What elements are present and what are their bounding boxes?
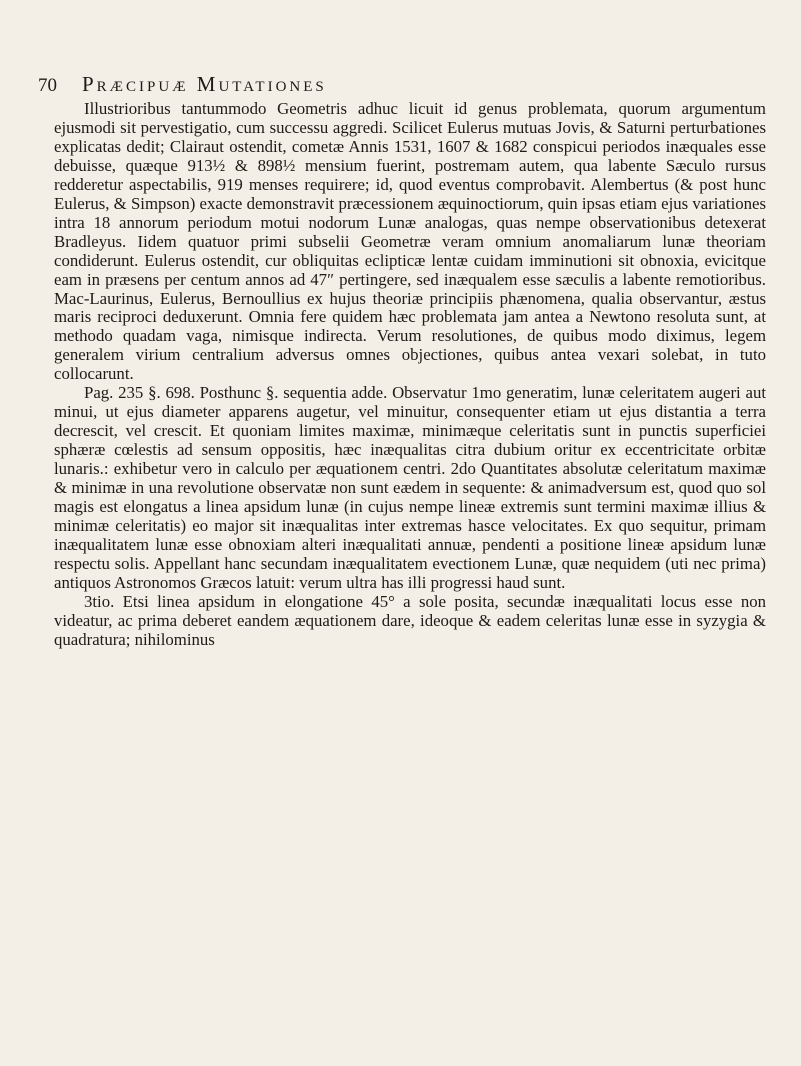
page-number: 70 <box>38 75 57 96</box>
paragraph-3: 3tio. Etsi linea apsidum in elongatione 45° a sole posita, secundæ inæqualitati locus esse non videatur, ac prima deberet eandem æquationem dare, ideoque & eadem celeritas lunæ esse in syzygia & quadratura; nihilominus <box>54 591 766 649</box>
page-header <box>38 72 578 97</box>
running-title: Præcipuæ Mutationes <box>82 72 327 96</box>
paragraph-2: Pag. 235 §. 698. Posthunc §. sequentia adde. Observatur 1mo generatim, lunæ celeritatem augeri aut minui, ut ejus diameter apparens augetur, vel minuitur, consequenter etiam ut ejus distantia a terra decrescit, vel crescit. Et quoniam limites maximæ, minimæque celeritatis sunt in punctis superficiei sphæræ cœlestis ad sensum oppositis, hæc inæqualitas citra dubium oritur ex eccentricitate orbitæ lunaris.: exhibetur vero in calculo per æquationem centri. 2do Quantitates absolutæ celeritatum maximæ & minimæ in una revolutione observatæ non sunt eædem in sequente: & animadversum est, quod quo sol magis est elongatus a linea apsidum lunæ (in cujus nempe lineæ extremis sunt termini maximæ illius & minimæ celeritatis) eo major sit inæqualitas inter extremas hasce velocitates. Ex quo sequitur, primam inæqualitatem lunæ esse obnoxiam alteri inæqualitati annuæ, pendenti a positione lineæ apsidum lunæ respectu solis. Appellant hanc secundam inæqualitatem evectionem Lunæ, quæ nequidem (uti nec prima) antiquos Astronomos Græcos latuit: verum ultra has illi progressi haud sunt. <box>54 383 766 592</box>
paragraph-1: Illustrioribus tantummodo Geometris adhuc licuit id genus problemata, quorum argumentum ejusmodi sit pervestigatio, cum successu aggredi. Scilicet Eulerus mutuas Jovis, & Saturni perturbationes explicatas dedit; Clairaut ostendit, cometæ Annis 1531, 1607 & 1682 conspicui periodos inæquales esse debuisse, quæque 913½ & 898½ mensium fuerint, postremam autem, qua labente Sæculo rursus redderetur aspectabilis, 919 menses requirere; id, quod eventus comprobavit. Alembertus (& post hunc Eulerus, & Simpson) exacte demonstravit præcessionem æquinoctiorum, quin ipsas etiam ejus variationes intra 18 annorum periodum motui nodorum Lunæ analogas, quas nempe observationibus detexerat Bradleyus. Iidem quatuor primi subselii Geometræ veram omnium anomaliarum lunæ theoriam condiderunt. Eulerus ostendit, cur obliquitas eclipticæ lentæ cuidam imminutioni sit obnoxia, evicitque eam in præsens per centum annos ad 47″ pertingere, sed inæqualem esse sæculis a labente remotioribus. Mac-Laurinus, Eulerus, Bernoullius ex hujus theoriæ principiis phænomena, qualia observantur, æstus maris reciproci deduxerunt. Omnia fere quidem hæc problemata jam antea a Newtono resoluta sunt, at methodo quadam vaga, nimisque indirecta. Verum resolutiones, de quibus modo diximus, legem generalem virium centralium adversus omnes objectiones, quibus antea vexari solebat, in tuto collocarunt. <box>54 99 766 384</box>
body-text <box>54 100 766 650</box>
